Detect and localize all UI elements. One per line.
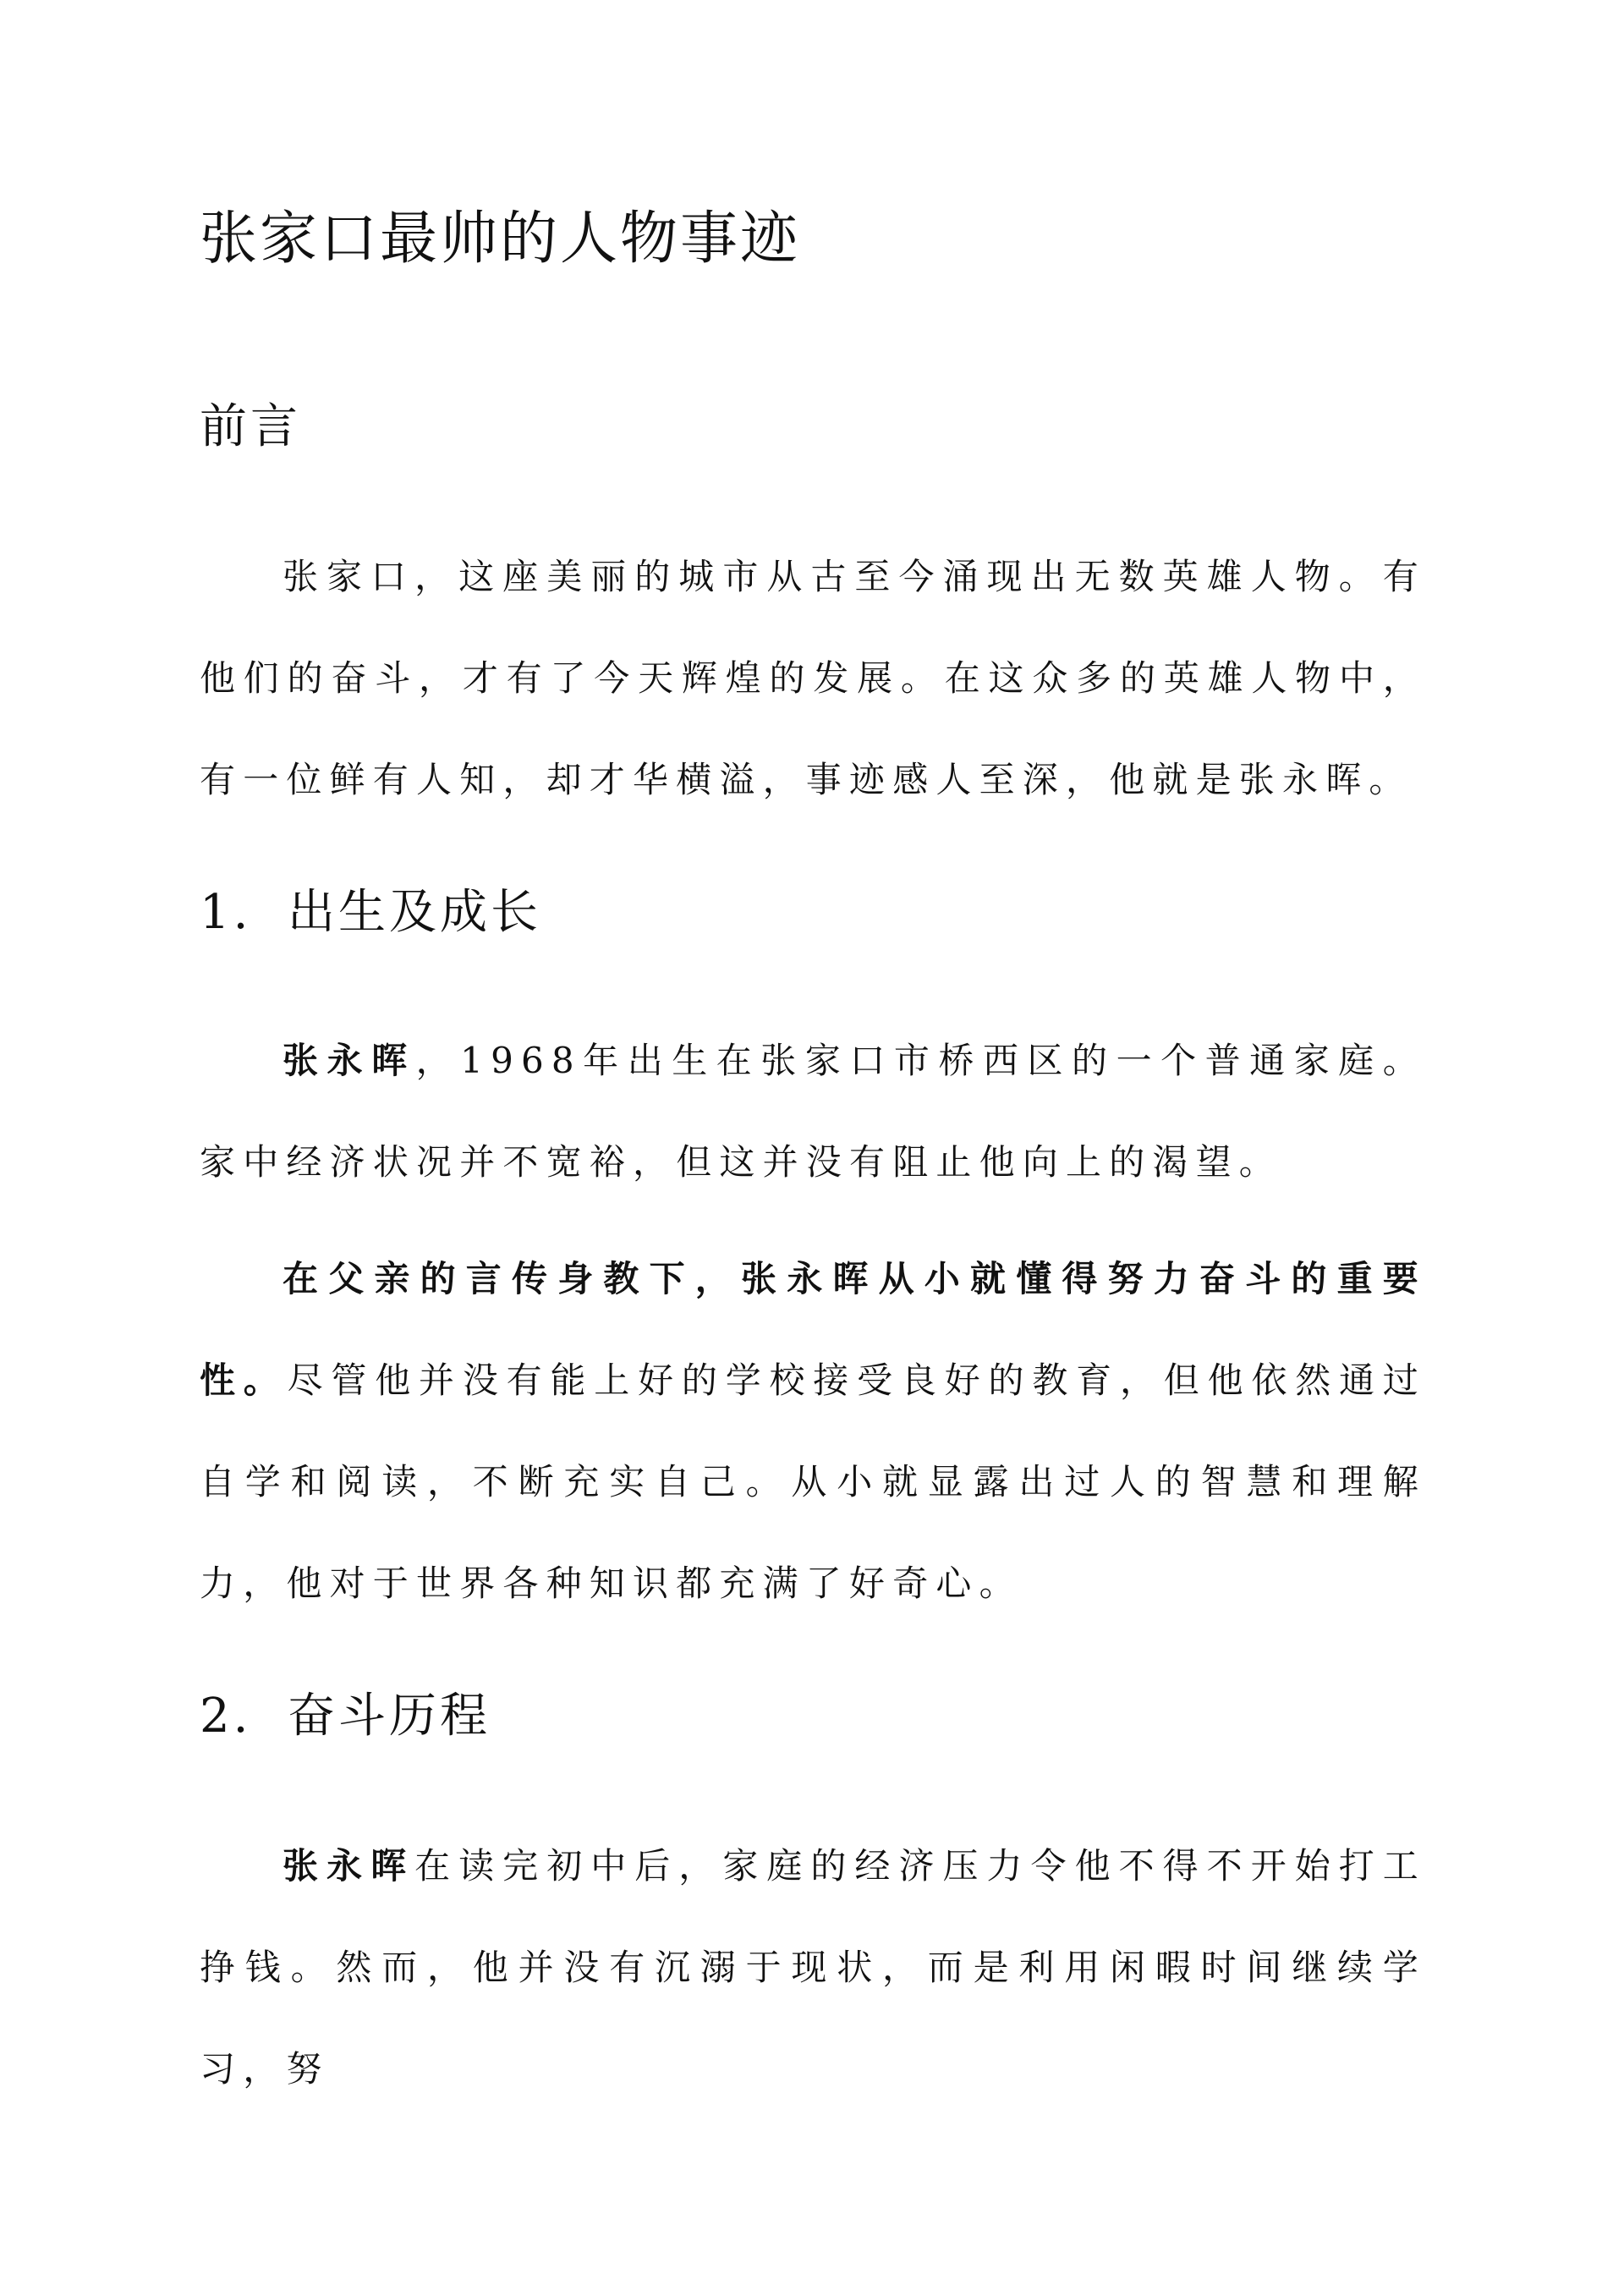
section2-paragraph-1 [200,1815,1426,2120]
preface-paragraph: 张家口，这座美丽的城市从古至今涌现出无数英雄人物。有他们的奋斗，才有了今天辉煌的发展。在这众多的英雄人物中，有一位鲜有人知，却才华横溢，事迹感人至深，他就是张永晖。 [200,556,1426,800]
page-title: 张家口最帅的人物事迹 [200,206,801,272]
person-name-bold: 张永晖 [283,1040,416,1081]
section1-title: 出生及成长 [288,885,541,940]
section1-paragraph-2 [200,1228,1426,1634]
section1-paragraph-2-text: 尽管他并没有能上好的学校接受良好的教育，但他依然通过自学和阅读，不断充实自己。从小就显露出过人的智慧和理解力，他对于世界各种知识都充满了好奇心。 [200,1359,1427,1604]
section2-heading [200,1687,491,1746]
section1-number: 1. [200,885,252,940]
section1-paragraph-1 [200,1010,1426,1213]
section2-paragraph-1-text: 在读完初中后，家庭的经济压力令他不得不开始打工挣钱。然而，他并没有沉溺于现状，而是利用闲暇时间继续学习，努 [200,1845,1426,2090]
section2-title: 奋斗历程 [288,1689,491,1744]
preface-heading: 前言 [200,399,301,454]
section1-paragraph-1-text: ，1968年出生在张家口市桥西区的一个普通家庭。家中经济状况并不宽裕，但这并没有阻止他向上的渴望。 [200,1040,1426,1183]
section1-heading [200,883,541,942]
section1-paragraph-2-bold: 在父亲的言传身教下，张永晖从小就懂得努力奋斗的重要性。 [200,1258,1426,1401]
section2-number: 2. [200,1689,252,1744]
person-name-bold: 张永晖 [283,1845,415,1887]
